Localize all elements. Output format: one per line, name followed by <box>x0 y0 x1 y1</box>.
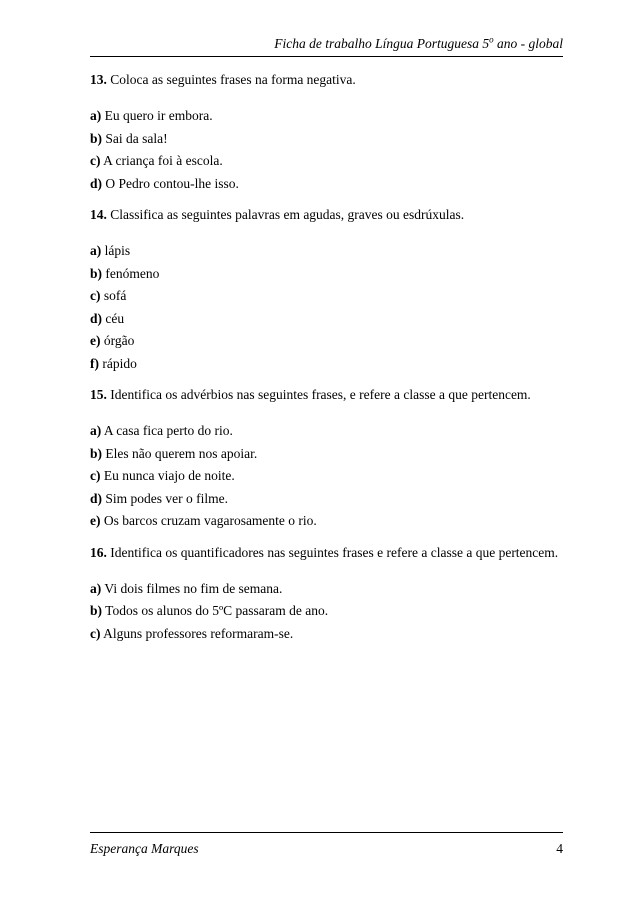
item-text: fenómeno <box>102 265 160 281</box>
list-item <box>90 108 563 131</box>
item-text: lápis <box>101 243 131 258</box>
item-label: a) <box>90 423 102 438</box>
item-text: Sim podes ver o filme. <box>102 490 228 506</box>
item-label: e) <box>90 513 101 528</box>
question-block <box>90 545 563 658</box>
question-number: 15. <box>90 387 107 402</box>
footer-page-number: 4 <box>556 841 563 856</box>
question-number: 13. <box>90 72 107 87</box>
item-text: rápido <box>99 355 137 371</box>
list-item <box>90 581 563 604</box>
footer-author: Esperança Marques <box>90 841 199 856</box>
item-label: d) <box>90 490 103 506</box>
question-block <box>90 72 563 207</box>
list-item <box>90 153 563 176</box>
question-text: Identifica os advérbios nas seguintes frases, e refere a classe a que pertencem. <box>106 387 531 402</box>
question-block <box>90 387 563 545</box>
item-label: a) <box>90 108 102 123</box>
item-text: Alguns professores reformaram-se. <box>100 625 294 641</box>
item-text: órgão <box>100 333 135 348</box>
item-label: e) <box>90 333 101 348</box>
header-title-superscript: o <box>489 34 494 45</box>
item-label: b) <box>90 445 103 461</box>
item-label: a) <box>90 580 102 596</box>
item-text: O Pedro contou-lhe isso. <box>102 175 239 191</box>
list-item <box>90 176 563 199</box>
header-title-prefix: Ficha de trabalho Língua Portuguesa 5 <box>274 36 490 51</box>
list-item <box>90 513 563 536</box>
question-text: Coloca as seguintes frases na forma negativa. <box>106 72 356 87</box>
list-item <box>90 603 563 626</box>
question-number: 14. <box>90 207 107 222</box>
question-heading <box>90 72 563 96</box>
question-text: Classifica as seguintes palavras em agudas, graves ou esdrúxulas. <box>106 207 465 222</box>
item-label: d) <box>90 175 103 191</box>
list-item <box>90 468 563 491</box>
list-item <box>90 243 563 266</box>
list-item <box>90 131 563 154</box>
list-item <box>90 356 563 379</box>
item-text: Sai da sala! <box>102 130 168 146</box>
item-label: a) <box>90 243 102 258</box>
item-label: d) <box>90 310 103 326</box>
list-item <box>90 288 563 311</box>
item-text: Todos os alunos do 5ºC passaram de ano. <box>102 603 329 618</box>
list-item <box>90 266 563 289</box>
header-title <box>274 36 563 52</box>
list-item <box>90 311 563 334</box>
item-text: A casa fica perto do rio. <box>101 423 233 438</box>
item-text: céu <box>102 310 125 326</box>
item-text: A criança foi à escola. <box>100 153 223 168</box>
question-heading <box>90 545 563 569</box>
question-text: Identifica os quantificadores nas seguintes frases e refere a classe a que pertencem. <box>106 544 559 560</box>
item-label: c) <box>90 288 101 303</box>
item-label: c) <box>90 468 101 483</box>
item-label: c) <box>90 625 101 641</box>
list-item <box>90 333 563 356</box>
item-text: Vi dois filmes no fim de semana. <box>101 580 283 596</box>
item-text: Eu quero ir embora. <box>101 108 213 123</box>
item-text: sofá <box>100 288 127 303</box>
item-label: b) <box>90 603 103 618</box>
item-label: b) <box>90 265 103 281</box>
item-label: f) <box>90 355 99 371</box>
page-header <box>90 36 563 57</box>
page-footer <box>90 832 563 857</box>
item-label: b) <box>90 130 103 146</box>
question-heading <box>90 387 563 411</box>
list-item <box>90 626 563 649</box>
list-item <box>90 446 563 469</box>
header-title-suffix: ano - global <box>493 36 563 51</box>
item-text: Os barcos cruzam vagarosamente o rio. <box>100 513 317 528</box>
list-item <box>90 423 563 446</box>
list-item <box>90 491 563 514</box>
worksheet-content <box>90 72 563 657</box>
item-text: Eles não querem nos apoiar. <box>102 445 258 461</box>
question-block <box>90 207 563 387</box>
question-heading <box>90 207 563 231</box>
item-label: c) <box>90 153 101 168</box>
item-text: Eu nunca viajo de noite. <box>100 468 235 483</box>
question-number: 16. <box>90 544 107 560</box>
